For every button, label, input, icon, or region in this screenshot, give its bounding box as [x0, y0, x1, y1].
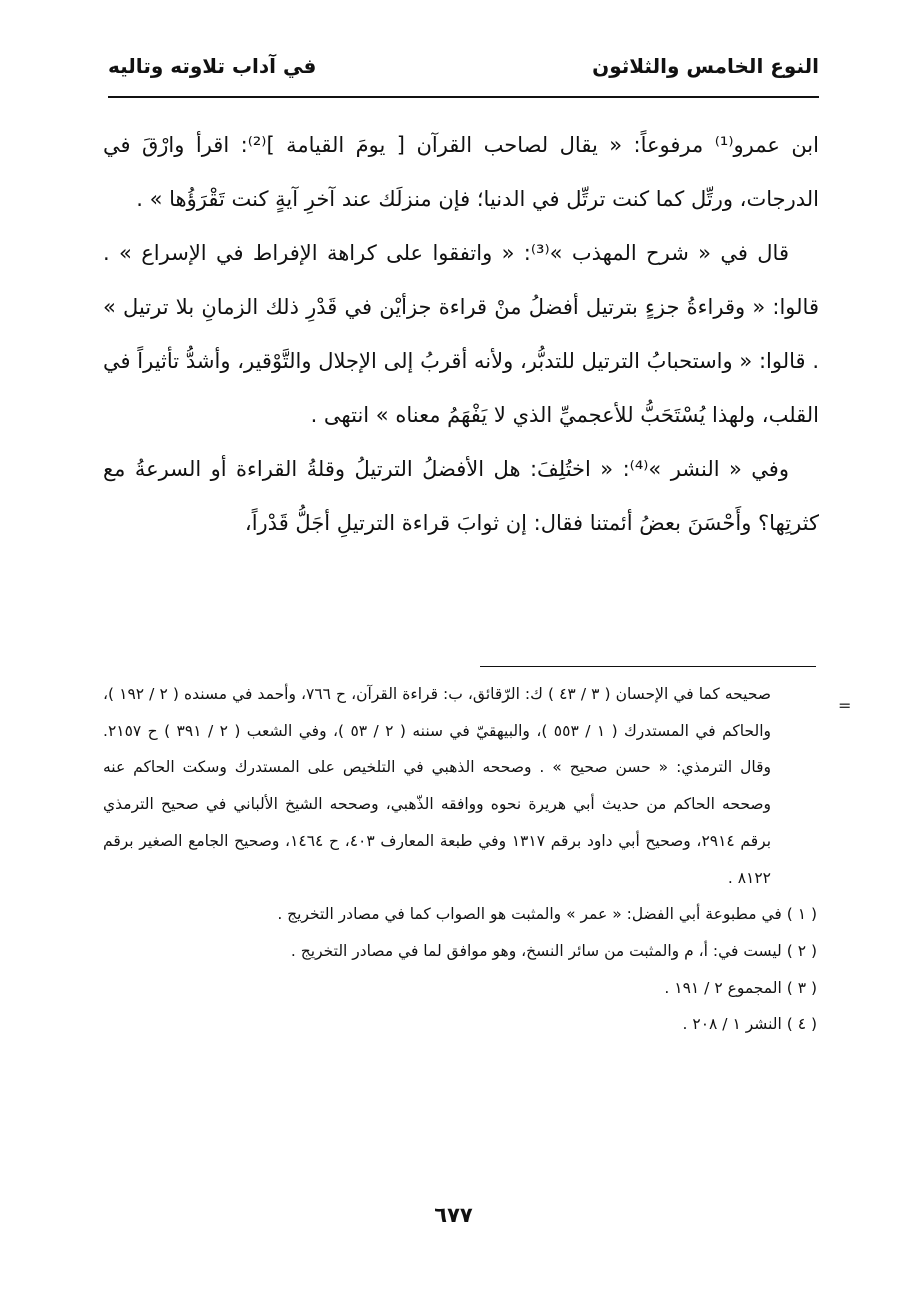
footnote-2: ( ٢ ) ليست في: أ، م والمثبت من سائر النسخ، وهو موافق لما في مصادر التخريج .: [290, 941, 817, 960]
paragraph: قال في « شرح المهذب »⁽³⁾: « واتفقوا على كراهة الإفراط في الإسراع » . قالوا: « وقراءةُ جزءٍ بترتيل أفضلُ منْ قراءة جزأيْن في قَدْرِ ذلك الزمانِ بلا ترتيل » . قالوا: « واستحبابُ الترتيل للتدبُّر، ولأنه أقربُ إلى الإجلال والتَّوْقير، وأشدُّ تأثيراً في القلب، ولهذا يُسْتَحَبُّ للأعجميِّ الذي لا يَفْهَمُ معناه » انتهى .: [103, 241, 819, 427]
paragraph: ابن عمرو⁽¹⁾ مرفوعاً: « يقال لصاحب القرآن [ يومَ القيامة ]⁽²⁾: اقرأ وارْقَ في الدرجات، ورتِّل كما كنت ترتِّل في الدنيا؛ فإن منزلَك عند آخرِ آيةٍ كنت تَقْرَؤُها » .: [103, 133, 819, 211]
chapter-title: النوع الخامس والثلاثون: [592, 54, 819, 78]
footnote-1: ( ١ ) في مطبوعة أبي الفضل: « عمر » والمثبت هو الصواب كما في مصادر التخريج .: [277, 905, 817, 924]
footnote-continuation: صحيحه كما في الإحسان ( ٣ / ٤٣ ) ك: الرّقائق، ب: قراءة القرآن، ح ٧٦٦، وأحمد في مسنده ( ٢ / ١٩٢ )، والحاكم في المستدرك ( ١ / ٥٥٣ )، والبيهقيّ في سننه ( ٢ / ٥٣ )، وفي الشعب ( ٢ / ٣٩١ ) ح ٢١٥٧. وقال الترمذي: « حسن صحيح » . وصححه الذهبي في التلخيص على المستدرك وسكت الحاكم عنه وصححه الحاكم من حديث أبي هريرة نحوه ووافقه الذّهبي، وصححه الشيخ الألباني في صحيح الترمذي برقم ٢٩١٤، وصحيح أبي داود برقم ١٣١٧ وفي طبعة المعارف ٤٠٣، ح ١٤٦٤، وصحيح الجامع الصغير برقم ٨١٢٢ .: [103, 685, 772, 887]
footnote-3: ( ٣ ) المجموع ٢ / ١٩١ .: [664, 978, 817, 997]
page-number: ٦٧٧: [434, 1203, 473, 1227]
footnotes: [103, 676, 817, 1043]
main-text: [103, 118, 819, 550]
running-header: [108, 52, 819, 98]
footnote-4: ( ٤ ) النشر ١ / ٢٠٨ .: [682, 1015, 817, 1034]
margin-mark: =: [838, 696, 852, 715]
paragraph: وفي « النشر »⁽⁴⁾: « اختُلِفَ: هل الأفضلُ الترتيلُ وقلةُ القراءة أو السرعةُ مع كثرتِها؟ وأَحْسَنَ بعضُ أئمتنا فقال: إن ثوابَ قراءة الترتيلِ أجَلُّ قَدْراً،: [103, 457, 819, 535]
footnote-divider: [480, 666, 816, 667]
section-title: في آداب تلاوته وتاليه: [108, 54, 317, 78]
